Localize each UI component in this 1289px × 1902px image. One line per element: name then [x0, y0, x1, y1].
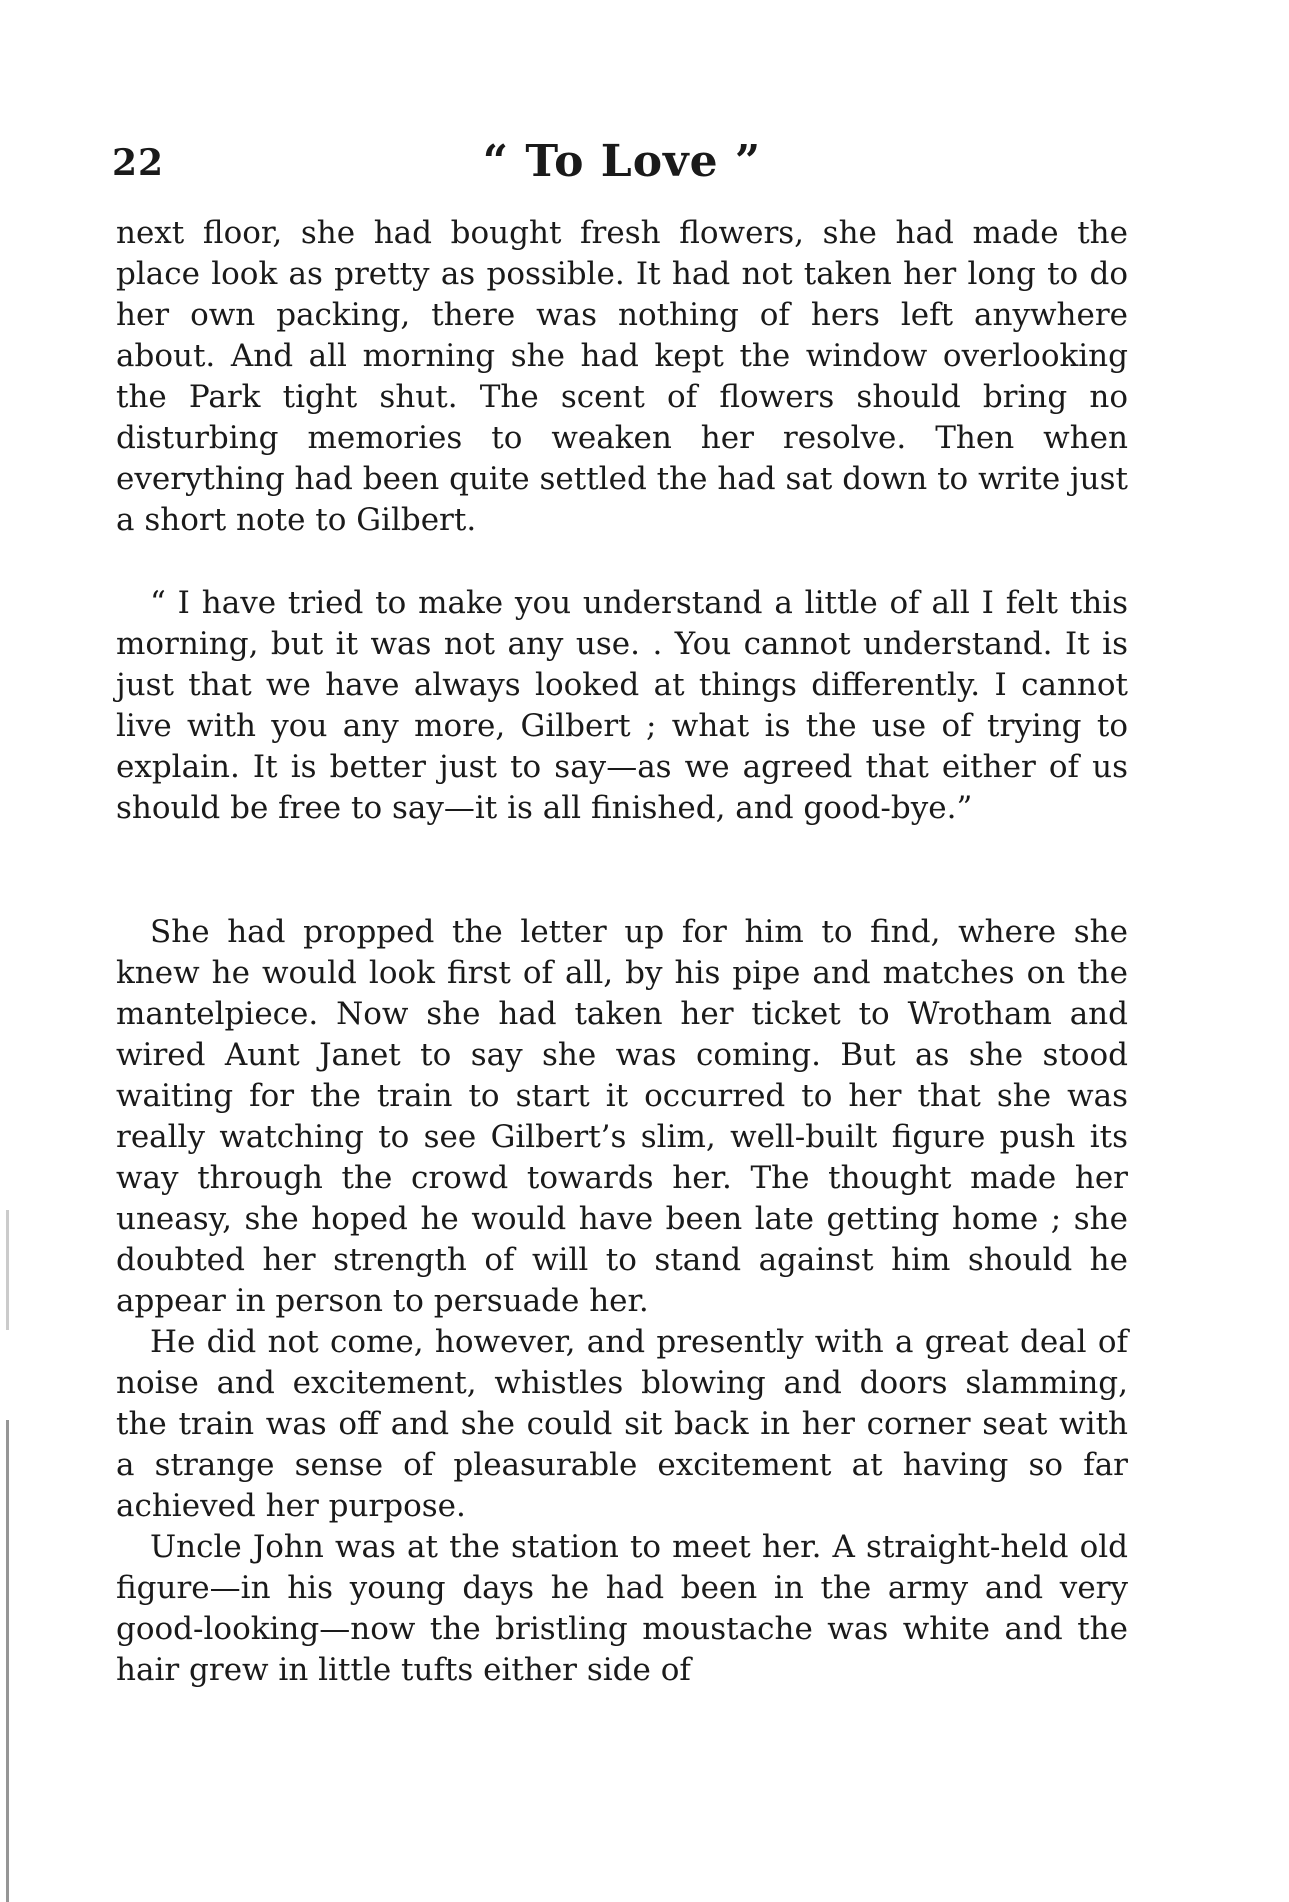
running-title: “ To Love ”	[482, 136, 762, 187]
scan-edge-mark	[6, 1420, 9, 1902]
quoted-letter	[116, 583, 1128, 829]
paragraph-uncle-john: Uncle John was at the station to meet her. A straight-held old figure—in his young days he had been in the army and very good-looking—now the bristling moustache was white and the hair grew in little tufts either side of	[116, 1529, 1128, 1688]
paragraph-opening	[116, 213, 1128, 541]
scan-edge-mark	[6, 1210, 9, 1330]
page-header	[112, 136, 1132, 196]
paragraph-train: He did not come, however, and presently with a great deal of noise and excitement, whistles blowing and doors slamming, the train was off and she could sit back in her corner seat with a strange sense of pleasurable excitement at having so far achieved her purpose.	[116, 1324, 1128, 1524]
paragraph-station: She had propped the letter up for him to find, where she knew he would look first of all, by his pipe and matches on the mantelpiece. Now she had taken her ticket to Wrotham and wired Aunt Janet to say she was coming. But as she stood waiting for the train to start it occurred to her that she was really watching to see Gilbert’s slim, well-built figure push its way through the crowd towards her. The thought made her uneasy, she hoped he would have been late getting home ; she doubted her strength of will to stand against him should he appear in person to persuade her.	[116, 914, 1128, 1319]
paragraph-text: next floor, she had bought fresh flowers, she had made the place look as pretty as possible. It had not taken her long to do her own packing, there was nothing of hers left anywhere about. And all morning she had kept the window overlooking the Park tight shut. The scent of flowers should bring no disturbing memories to weaken her resolve. Then when everything had been quite settled the had sat down to write just a short note to Gilbert.	[116, 215, 1128, 538]
paragraph-group	[116, 912, 1128, 1691]
page-number: 22	[112, 142, 165, 184]
letter-text: “ I have tried to make you understand a little of all I felt this morning, but it was not any use. . You cannot understand. It is just that we have always looked at things differently. I cannot live with you any more, Gilbert ; what is the use of trying to explain. It is better just to say—as we agreed that either of us should be free to say—it is all finished, and good-bye.”	[116, 585, 1128, 826]
